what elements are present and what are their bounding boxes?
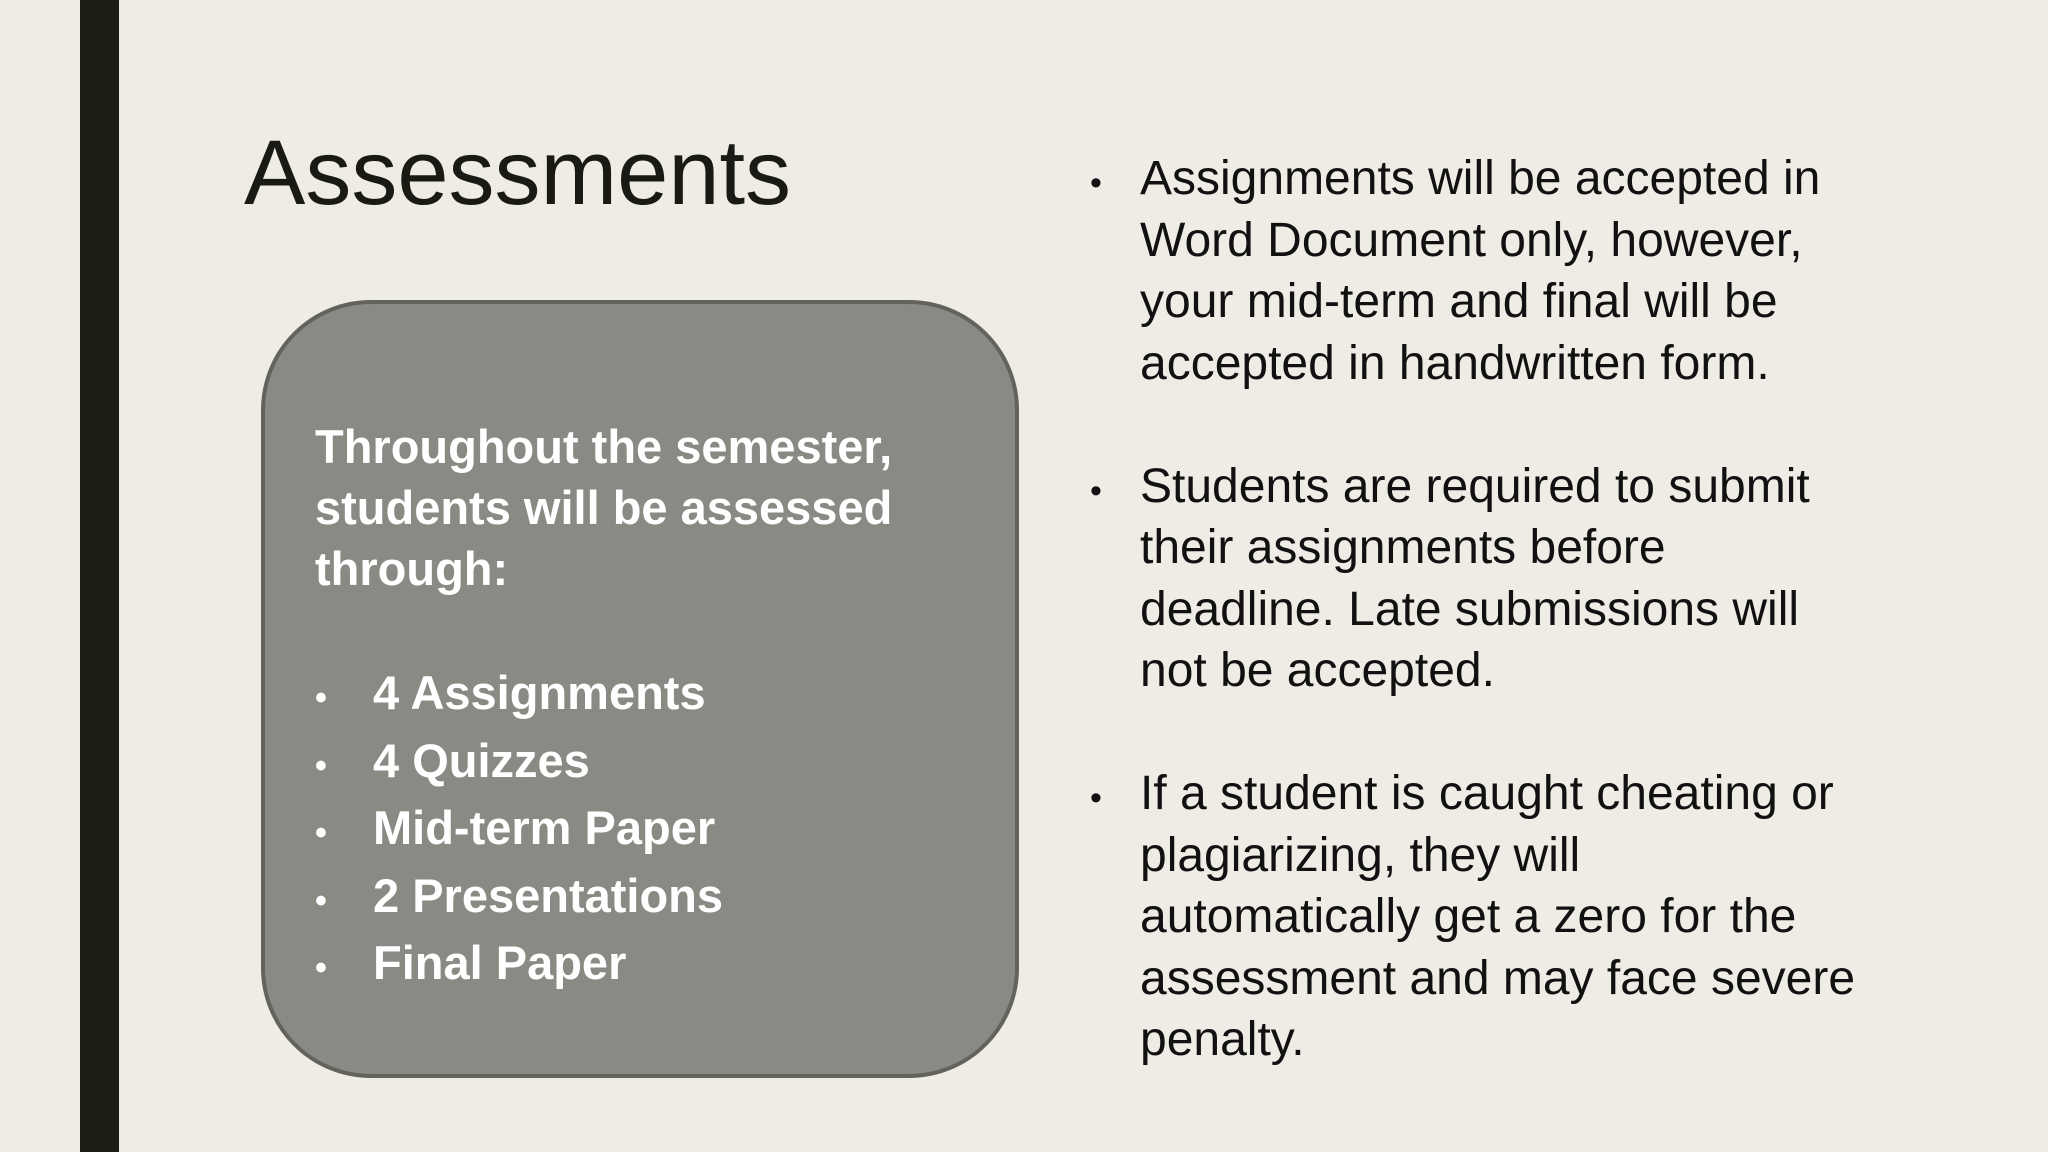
assessment-item-label: Final Paper	[373, 936, 627, 989]
assessment-item-label: 4 Assignments	[373, 666, 706, 719]
assessment-summary-card	[261, 300, 1019, 1078]
policy-bullet-text: Students are required to submit their assignments before deadline. Late submissions will not be accepted.	[1140, 459, 1810, 697]
list-item	[315, 730, 723, 798]
bullet-icon: •	[315, 881, 327, 920]
bullet-icon: •	[315, 746, 327, 785]
assessment-item-label: 4 Quizzes	[373, 733, 590, 787]
bullet-icon: •	[1090, 779, 1102, 817]
list-item	[315, 662, 723, 730]
policy-bullet	[1090, 456, 1870, 702]
accent-bar	[80, 0, 119, 1152]
card-intro-text: Throughout the semester, students will be assessed through:	[315, 420, 893, 595]
policy-bullet-text: If a student is caught cheating or plagiarizing, they will automatically get a zero for the assessment and may face severe penalty.	[1140, 767, 1856, 1066]
assessment-item-label: Mid-term Paper	[373, 801, 716, 854]
policy-bullet	[1090, 148, 1870, 394]
bullet-icon: •	[315, 679, 327, 717]
assessment-list	[315, 662, 723, 1000]
list-item	[315, 797, 723, 865]
list-item	[315, 932, 723, 1000]
policy-bullet	[1090, 763, 1870, 1071]
bullet-icon: •	[1090, 164, 1102, 202]
slide-title: Assessments	[244, 122, 792, 224]
bullet-icon: •	[315, 949, 327, 987]
bullet-icon: •	[1090, 471, 1102, 510]
assessment-item-label: 2 Presentations	[373, 868, 724, 922]
policy-bullet-text: Assignments will be accepted in Word Document only, however, your mid-term and final will be accepted in handwritten form.	[1140, 152, 1821, 390]
policy-bullet-list	[1090, 148, 1870, 1132]
list-item	[315, 865, 723, 933]
bullet-icon: •	[315, 814, 327, 852]
